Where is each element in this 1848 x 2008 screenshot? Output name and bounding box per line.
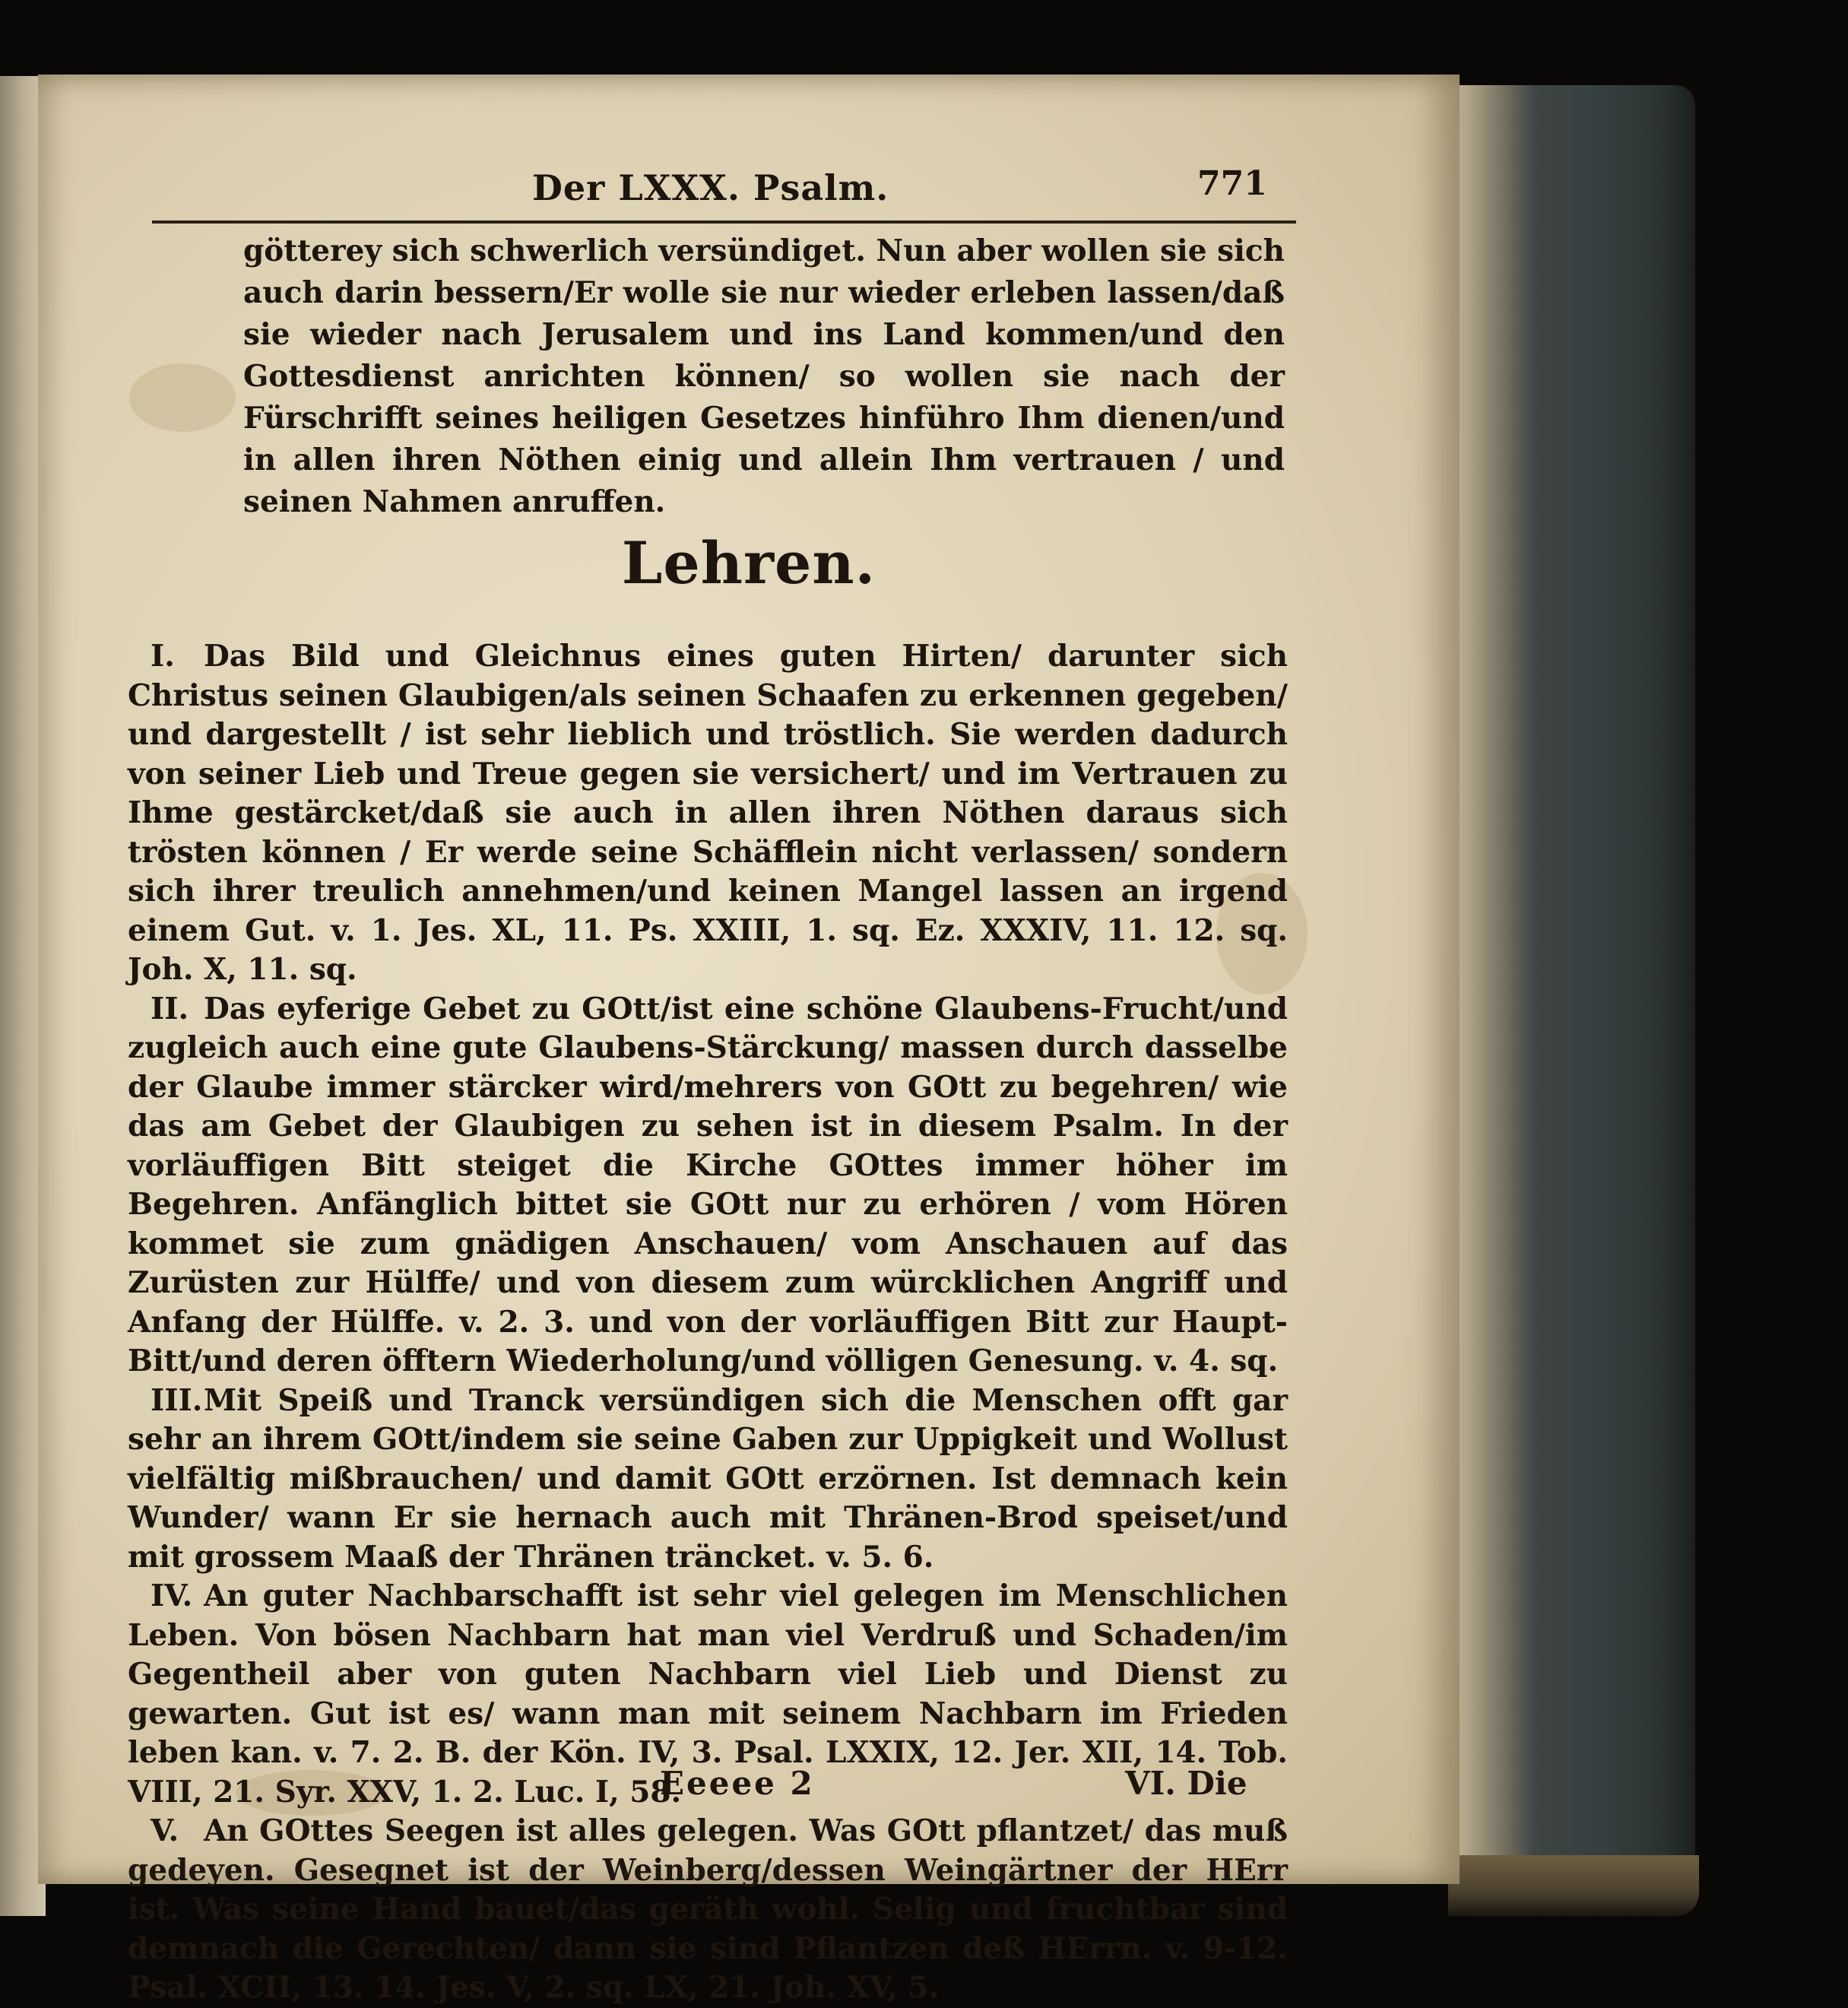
header-rule — [152, 220, 1296, 224]
teaching-item — [128, 637, 1288, 990]
page-text — [38, 75, 1460, 2005]
teaching-text: An GOttes Seegen ist alles gelegen. Was GOtt pflantzet/ das muß gedeyen. Gesegnet ist der Weinberg/dessen Weingärtner der HErr ist. Was seine Hand bauet/das geräth wohl. Selig und fruchtbar sind demnach die Gerechten/ dann sie sind Pflantzen deß HErrn. v. 9-12. Psal. XCII, 13. 14. Jes. V, 2. sq. LX, 21. Joh. XV, 5. — [128, 1813, 1288, 2005]
teaching-number: I. — [151, 639, 175, 674]
teaching-item — [128, 1812, 1288, 2008]
teaching-item — [128, 990, 1288, 1381]
teaching-number: V. — [151, 1813, 179, 1848]
teaching-text: Das eyferige Gebet zu GOtt/ist eine schöne Glaubens-Frucht/und zugleich auch eine gute Glaubens-Stärckung/ massen durch dasselbe der Glaube immer stärcker wird/mehrers von GOtt zu begehren/ wie das am Gebet der Glaubigen zu sehen ist in diesem Psalm. In der vorläuffigen Bitt steiget die Kirche GOttes immer höher im Begehren. Anfänglich bittet sie GOtt nur zu erhören / vom Hören kommet sie zum gnädigen Anschauen/ vom Anschauen auf das Zurüsten zur Hülffe/ und von diesem zum würcklichen Angriff und Anfang der Hülffe. v. 2. 3. und von der vorläuffigen Bitt zur Haupt-Bitt/und deren öfftern Wiederholung/und völligen Genesung. v. 4. sq. — [128, 991, 1288, 1378]
page-stack-edge — [1448, 85, 1695, 1881]
teaching-number: IV. — [151, 1578, 193, 1613]
teaching-item — [128, 1381, 1288, 1578]
running-head: Der LXXX. Psalm. — [532, 167, 889, 208]
book-page — [38, 75, 1460, 2005]
teaching-number: II. — [151, 991, 189, 1026]
signature-mark: Eeeee 2 — [660, 1765, 815, 1802]
teachings-list — [128, 637, 1288, 2008]
teaching-number: III. — [151, 1382, 203, 1418]
intro-paragraph: götterey sich schwerlich versündiget. Nun aber wollen sie sich auch darin bessern/Er wolle sie nur wieder erleben lassen/daß sie wieder nach Jerusalem und ins Land kommen/und den Gottesdienst anrichten können/ so wollen sie nach der Fürschrifft seines heiligen Gesetzes hinführo Ihm dienen/und in allen ihren Nöthen einig und allein Ihm vertrauen / und seinen Nahmen anruffen. — [243, 233, 1285, 519]
catchword: VI. Die — [1125, 1765, 1247, 1802]
section-heading: Lehren. — [621, 529, 876, 597]
teaching-text: Das Bild und Gleichnus eines guten Hirten/ darunter sich Christus seinen Glaubigen/als seinen Schaafen zu erkennen gegeben/ und dargestellt / ist sehr lieblich und tröstlich. Sie werden dadurch von seiner Lieb und Treue gegen sie versichert/ und im Vertrauen zu Ihme gestärcket/daß sie auch in allen ihren Nöthen daraus sich trösten können / Er werde seine Schäfflein nicht verlassen/ sondern sich ihrer treulich annehmen/und keinen Mangel lassen an irgend einem Gut. v. 1. Jes. XL, 11. Ps. XXIII, 1. sq. Ez. XXXIV, 11. 12. sq. Joh. X, 11. sq. — [128, 639, 1288, 987]
page-number: 771 — [1197, 164, 1267, 203]
book-cover-edge — [1448, 1855, 1699, 1916]
teaching-text: An guter Nachbarschafft ist sehr viel gelegen im Menschlichen Leben. Von bösen Nachbarn hat man viel Verdruß und Schaden/im Gegentheil aber von guten Nachbarn viel Lieb und Dienst zu gewarten. Gut ist es/ wann man mit seinem Nachbarn im Frieden leben kan. v. 7. 2. B. der Kön. IV, 3. Psal. LXXIX, 12. Jer. XII, 14. Tob. VIII, 21. Syr. XXV, 1. 2. Luc. I, 58. — [128, 1578, 1288, 1810]
teaching-text: Mit Speiß und Tranck versündigen sich die Menschen offt gar sehr an ihrem GOtt/indem sie seine Gaben zur Uppigkeit und Wollust vielfältig mißbrauchen/ und damit GOtt erzörnen. Ist demnach kein Wunder/ wann Er sie hernach auch mit Thränen-Brod speiset/und mit grossem Maaß der Thränen träncket. v. 5. 6. — [128, 1382, 1288, 1575]
